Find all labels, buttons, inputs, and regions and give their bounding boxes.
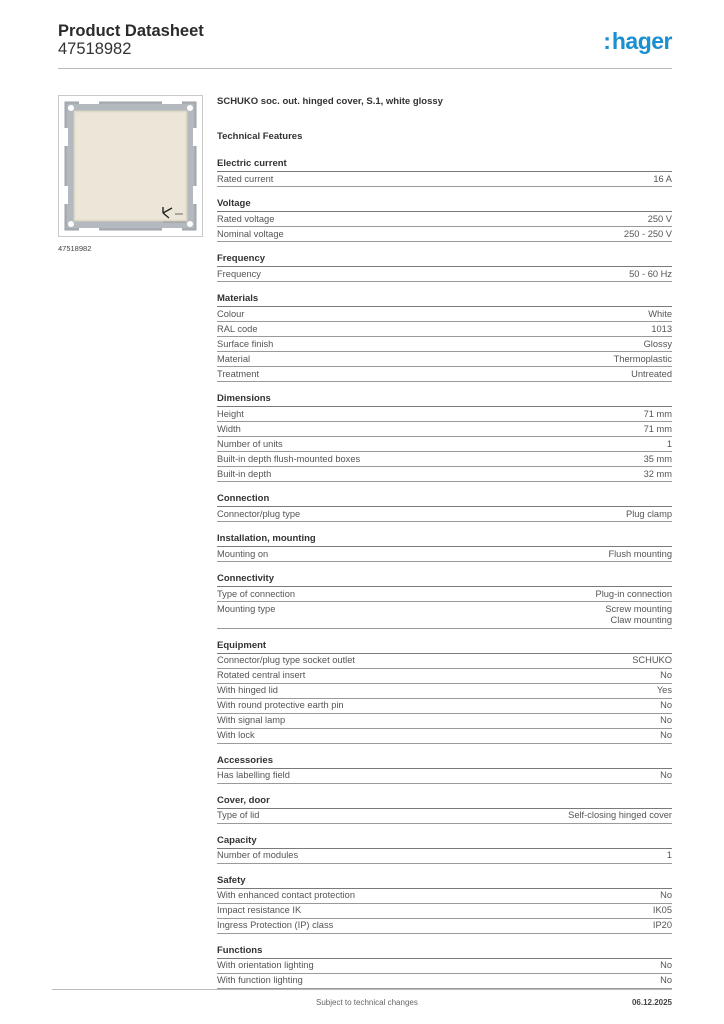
feature-row <box>217 227 672 242</box>
feature-value: Untreated <box>631 368 672 379</box>
logo-text: hager <box>611 28 672 54</box>
feature-group <box>217 393 672 482</box>
group-title: Safety <box>217 875 672 889</box>
feature-row <box>217 684 672 699</box>
feature-row <box>217 337 672 352</box>
feature-row <box>217 452 672 467</box>
feature-group <box>217 253 672 282</box>
feature-label: Impact resistance IK <box>217 905 302 915</box>
feature-groups <box>217 158 672 989</box>
feature-value: Plug clamp <box>626 508 672 519</box>
feature-label: Height <box>217 408 244 419</box>
feature-label: Mounting on <box>217 548 269 559</box>
feature-row <box>217 407 672 422</box>
feature-row <box>217 467 672 482</box>
feature-label: With signal lamp <box>217 715 286 725</box>
feature-value: No <box>660 670 672 680</box>
feature-row <box>217 422 672 437</box>
feature-row <box>217 769 672 784</box>
footer-date: 06.12.2025 <box>631 998 672 1007</box>
group-title: Connectivity <box>217 573 672 587</box>
feature-label: With function lighting <box>217 975 303 985</box>
group-title: Voltage <box>217 198 672 212</box>
document-header <box>58 22 672 68</box>
feature-value: 250 - 250 V <box>623 228 672 239</box>
feature-value: 71 mm <box>643 423 672 434</box>
feature-value: 71 mm <box>643 408 672 419</box>
feature-label: Type of connection <box>217 588 296 599</box>
feature-value: 1 <box>666 438 672 449</box>
group-title: Capacity <box>217 835 672 849</box>
feature-value: SCHUKO <box>632 655 672 665</box>
feature-value: No <box>660 960 672 970</box>
feature-label: Number of units <box>217 438 283 449</box>
feature-value: No <box>660 975 672 985</box>
group-title: Frequency <box>217 253 672 267</box>
feature-row <box>217 367 672 382</box>
feature-value: Self-closing hinged cover <box>568 810 672 820</box>
group-title: Equipment <box>217 640 672 654</box>
feature-label: Connector/plug type <box>217 508 301 519</box>
footer-divider <box>52 989 672 990</box>
feature-label: Rated voltage <box>217 213 275 224</box>
feature-value: White <box>648 308 672 319</box>
feature-group <box>217 795 672 824</box>
feature-group <box>217 640 672 744</box>
product-name: SCHUKO soc. out. hinged cover, S.1, white glossy <box>217 96 443 107</box>
footer-note: Subject to technical changes <box>316 998 418 1007</box>
feature-label: With round protective earth pin <box>217 700 344 710</box>
feature-value: IK05 <box>652 905 672 915</box>
feature-value: No <box>660 700 672 710</box>
document-title: Product Datasheet <box>58 22 204 40</box>
hager-logo: :hager <box>603 28 672 54</box>
feature-row <box>217 437 672 452</box>
feature-group <box>217 293 672 382</box>
feature-label: Nominal voltage <box>217 228 284 239</box>
feature-value: No <box>660 770 672 780</box>
feature-row <box>217 959 672 974</box>
feature-value: 35 mm <box>643 453 672 464</box>
feature-row <box>217 587 672 602</box>
group-title: Materials <box>217 293 672 307</box>
feature-label: Rated current <box>217 173 274 184</box>
feature-row <box>217 974 672 989</box>
feature-row <box>217 212 672 227</box>
feature-value: No <box>660 890 672 900</box>
feature-value: Thermoplastic <box>613 353 672 364</box>
feature-label: Mounting type <box>217 603 276 614</box>
feature-label: Width <box>217 423 241 434</box>
feature-value: 50 - 60 Hz <box>629 268 672 279</box>
feature-value: No <box>660 730 672 740</box>
group-title: Connection <box>217 493 672 507</box>
feature-group <box>217 158 672 187</box>
feature-group <box>217 533 672 562</box>
feature-label: Rotated central insert <box>217 670 306 680</box>
feature-row <box>217 699 672 714</box>
feature-group <box>217 875 672 934</box>
feature-value: Screw mounting Claw mounting <box>605 603 672 625</box>
feature-value: Yes <box>656 685 672 695</box>
feature-group <box>217 573 672 629</box>
feature-label: Surface finish <box>217 338 274 349</box>
feature-value: 1 <box>666 850 672 860</box>
technical-features-title: Technical Features <box>217 131 303 142</box>
group-title: Dimensions <box>217 393 672 407</box>
feature-value: IP20 <box>652 920 672 930</box>
feature-label: Frequency <box>217 268 261 279</box>
datasheet-content <box>217 95 672 989</box>
feature-label: Connector/plug type socket outlet <box>217 655 355 665</box>
feature-group <box>217 755 672 784</box>
feature-label: Colour <box>217 308 245 319</box>
group-title: Installation, mounting <box>217 533 672 547</box>
feature-row <box>217 729 672 744</box>
feature-label: With orientation lighting <box>217 960 314 970</box>
group-title: Accessories <box>217 755 672 769</box>
feature-label: With enhanced contact protection <box>217 890 355 900</box>
group-title: Functions <box>217 945 672 959</box>
feature-row <box>217 714 672 729</box>
feature-label: Ingress Protection (IP) class <box>217 920 334 930</box>
feature-label: Material <box>217 353 251 364</box>
feature-value: Glossy <box>643 338 672 349</box>
product-image <box>58 95 203 237</box>
feature-row <box>217 654 672 669</box>
group-title: Electric current <box>217 158 672 172</box>
feature-row <box>217 547 672 562</box>
feature-row <box>217 602 672 629</box>
feature-value: 32 mm <box>643 468 672 479</box>
feature-label: With hinged lid <box>217 685 278 695</box>
feature-label: Treatment <box>217 368 260 379</box>
image-caption: 47518982 <box>58 244 92 253</box>
feature-row <box>217 809 672 824</box>
feature-value: No <box>660 715 672 725</box>
feature-row <box>217 904 672 919</box>
feature-value: 250 V <box>647 213 672 224</box>
feature-label: Built-in depth <box>217 468 272 479</box>
feature-row <box>217 669 672 684</box>
feature-value: Flush mounting <box>608 548 672 559</box>
feature-row <box>217 172 672 187</box>
feature-label: Built-in depth flush-mounted boxes <box>217 453 361 464</box>
header-divider <box>58 68 672 69</box>
feature-value: 16 A <box>653 173 672 184</box>
feature-row <box>217 352 672 367</box>
feature-value: 1013 <box>651 323 672 334</box>
group-title: Cover, door <box>217 795 672 809</box>
feature-group <box>217 945 672 989</box>
feature-row <box>217 919 672 934</box>
socket-outlet-image <box>59 96 202 236</box>
feature-group <box>217 493 672 522</box>
feature-label: Has labelling field <box>217 770 290 780</box>
product-number: 47518982 <box>58 40 132 58</box>
feature-group <box>217 198 672 242</box>
feature-row <box>217 267 672 282</box>
feature-label: Type of lid <box>217 810 260 820</box>
feature-row <box>217 322 672 337</box>
feature-label: With lock <box>217 730 255 740</box>
feature-value: Plug-in connection <box>595 588 672 599</box>
feature-row <box>217 507 672 522</box>
feature-label: Number of modules <box>217 850 299 860</box>
feature-group <box>217 835 672 864</box>
feature-row <box>217 307 672 322</box>
feature-row <box>217 849 672 864</box>
feature-label: RAL code <box>217 323 258 334</box>
feature-row <box>217 889 672 904</box>
